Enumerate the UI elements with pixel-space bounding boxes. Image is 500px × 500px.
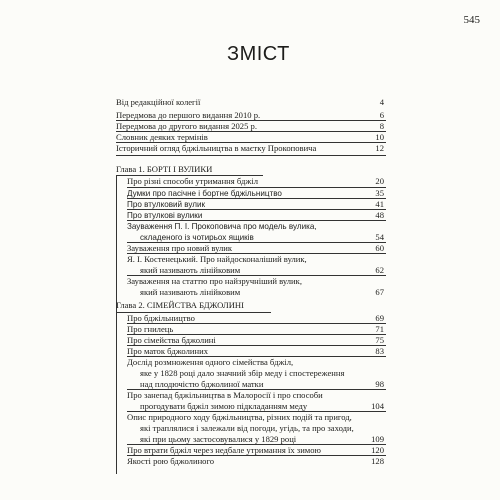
rule — [127, 323, 386, 324]
toc-entry-title: Якості рою бджолиного — [127, 456, 215, 466]
toc-entry-continuation[interactable] — [0, 368, 500, 379]
toc-entry-page: 54 — [375, 232, 384, 242]
rule — [116, 120, 386, 121]
toc-entry[interactable] — [0, 143, 500, 154]
toc-entry-page: 6 — [379, 110, 384, 120]
chapter-title: Глава 2. СІМЕЙСТВА БДЖОЛИНІ — [116, 300, 244, 310]
toc-entry-title: Про втулковий вулик — [127, 200, 206, 209]
toc-entry-title-cont: прогодувати бджіл зимою підкладанням меду — [140, 401, 308, 411]
rule — [116, 142, 386, 143]
toc-entry-title: Я. І. Костенецький. Про найдосконаліший вулик, — [127, 254, 307, 264]
toc-entry-page: 83 — [375, 346, 384, 356]
toc-entry-title: Передмова до другого видання 2025 р. — [116, 121, 257, 131]
toc-entry[interactable] — [0, 221, 500, 232]
rule — [127, 389, 386, 390]
rule — [127, 187, 386, 188]
toc-entry-page: 69 — [375, 313, 384, 323]
toc-entry-title: Словник деяких термінів — [116, 132, 208, 142]
toc-entry-page: 109 — [371, 434, 384, 444]
toc-entry-title: Зауваження на статтю про найзручніший вулик, — [127, 276, 302, 286]
toc-entry-title: Про занепад бджільництва в Малоросії і про способи — [127, 390, 323, 400]
toc-entry-page: 35 — [375, 188, 384, 198]
rule — [116, 131, 386, 132]
toc-entry-title-cont: який називають лінійковим — [140, 265, 241, 275]
toc-entry-page: 75 — [375, 335, 384, 345]
rule — [127, 345, 386, 346]
toc-entry-title-cont: який називають лінійковим — [140, 287, 241, 297]
toc-entry-continuation[interactable] — [0, 287, 500, 298]
toc-entry-title-cont: які траплялися і залежали від погоди, угідь, та про заходи, — [140, 423, 354, 433]
toc-entry-title: Про втулкові вулики — [127, 211, 203, 220]
toc-entry-title-cont: яке у 1828 році дало значний збір меду і спостереження — [140, 368, 345, 378]
toc-entry-page: 12 — [375, 143, 384, 153]
toc-entry-page: 120 — [371, 445, 384, 455]
rule — [127, 275, 386, 276]
toc-entry[interactable] — [0, 390, 500, 401]
toc-entry[interactable] — [0, 97, 500, 108]
toc-entry-title-cont: складеного із чотирьох ящиків — [140, 233, 254, 242]
rule — [116, 155, 386, 156]
toc-entry-title: Про різні способи утримання бджіл — [127, 176, 259, 186]
toc-entry-page: 20 — [375, 176, 384, 186]
toc-entry-page: 60 — [375, 243, 384, 253]
rule — [127, 444, 386, 445]
toc-entry[interactable] — [0, 456, 500, 467]
toc-entry-title: Про бджільництво — [127, 313, 195, 323]
chapter-heading[interactable] — [0, 300, 500, 311]
toc-entry-page: 67 — [375, 287, 384, 297]
toc-entry-title: Від редакційної колегії — [116, 97, 201, 107]
toc-entry-page: 8 — [379, 121, 384, 131]
toc-entry-title: Про маток бджолиних — [127, 346, 209, 356]
toc-entry-title: Зауваження П. І. Прокоповича про модель вулика, — [127, 222, 317, 231]
toc-entry-page: 104 — [371, 401, 384, 411]
rule — [127, 411, 386, 412]
toc-entry-page: 4 — [379, 97, 384, 107]
toc-entry-continuation[interactable] — [0, 423, 500, 434]
book-page: 545 ЗМІСТ Від редакційної колегії 4 Передмова до першого видання 2010 р. 6 Передмова до другого видання 2025 р. 8 Словник деяких термінів 10 Історичний огляд бджільництва в маєтку Прокоповича 12 Глава 1. БОРТІ І ВУЛИКИ Про різні способи утримання бджіл 20 Думки про пасічне і бортне бджільництво 35 Про втулковий вулик 41 Про втулкові вулики 48 Зауваження П. І. Прокоповича про модель вулика, складеного із чотирьох ящиків 54 Зауваження про новий вулик 60 Я. І. Костенецький. Про найдосконаліший вулик, який називають лінійковим 62 Зауваження на статтю про найзручніший вулик, який називають лінійковим 67 Глава 2. СІМЕЙСТВА БДЖОЛИНІ Про бджільництво 69 Про гнилець 71 Про сімейства бджолині 75 Про маток бджолиних 83 Дослід розмноження одного сімейства бджіл, яке у 1828 році дало значний збір меду і спостереження над плодючістю бджолиної матки 98 Про занепад бджільництва в Малоросії і про способи прогодувати бджіл зимою підкладанням меду 104 Опис природного ходу бджільництва, різних подій та пригод, які траплялися і залежали від погоди, угідь, та про заходи, які при цьому застосовувалися у 1829 році 109 Про втрати бджіл через недбале утримання їх зимою 120 Якості рою бджолиного 128 — [0, 0, 500, 500]
toc-entry-title-cont: над плодючістю бджолиної матки — [140, 379, 264, 389]
toc-entry-page: 41 — [375, 199, 384, 209]
chapter-heading[interactable] — [0, 164, 500, 175]
rule — [127, 198, 386, 199]
toc-entry-title: Історичний огляд бджільництва в маєтку Прокоповича — [116, 143, 317, 153]
toc-entry[interactable] — [0, 412, 500, 423]
toc-entry[interactable] — [0, 276, 500, 287]
toc-entry-title: Опис природного ходу бджільництва, різних подій та пригод, — [127, 412, 352, 422]
rule — [127, 253, 386, 254]
toc-entry[interactable] — [0, 357, 500, 368]
toc-entry-page: 62 — [375, 265, 384, 275]
toc-entry-title: Про гнилець — [127, 324, 174, 334]
rule — [127, 356, 386, 357]
toc-entry-title: Про сімейства бджолині — [127, 335, 216, 345]
toc-entry[interactable] — [0, 254, 500, 265]
toc-entry-title: Думки про пасічне і бортне бджільництво — [127, 189, 282, 198]
toc-entry-title-cont: які при цьому застосовувалися у 1829 році — [140, 434, 297, 444]
chapter-title: Глава 1. БОРТІ І ВУЛИКИ — [116, 164, 213, 174]
rule — [127, 455, 386, 456]
toc-entry-title: Передмова до першого видання 2010 р. — [116, 110, 261, 120]
toc-entry-page: 48 — [375, 210, 384, 220]
toc-entry-page: 71 — [375, 324, 384, 334]
rule — [127, 209, 386, 210]
rule — [127, 334, 386, 335]
rule — [127, 220, 386, 221]
toc-entry-page: 128 — [371, 456, 384, 466]
toc-entry-title: Дослід розмноження одного сімейства бджіл, — [127, 357, 294, 367]
toc-entry-title: Про втрати бджіл через недбале утримання їх зимою — [127, 445, 321, 455]
page-title: ЗМІСТ — [227, 43, 290, 65]
rule — [127, 242, 386, 243]
toc-entry-page: 10 — [375, 132, 384, 142]
toc-entry-page: 98 — [375, 379, 384, 389]
toc-entry[interactable] — [0, 176, 500, 187]
toc-entry-title: Зауваження про новий вулик — [127, 243, 233, 253]
